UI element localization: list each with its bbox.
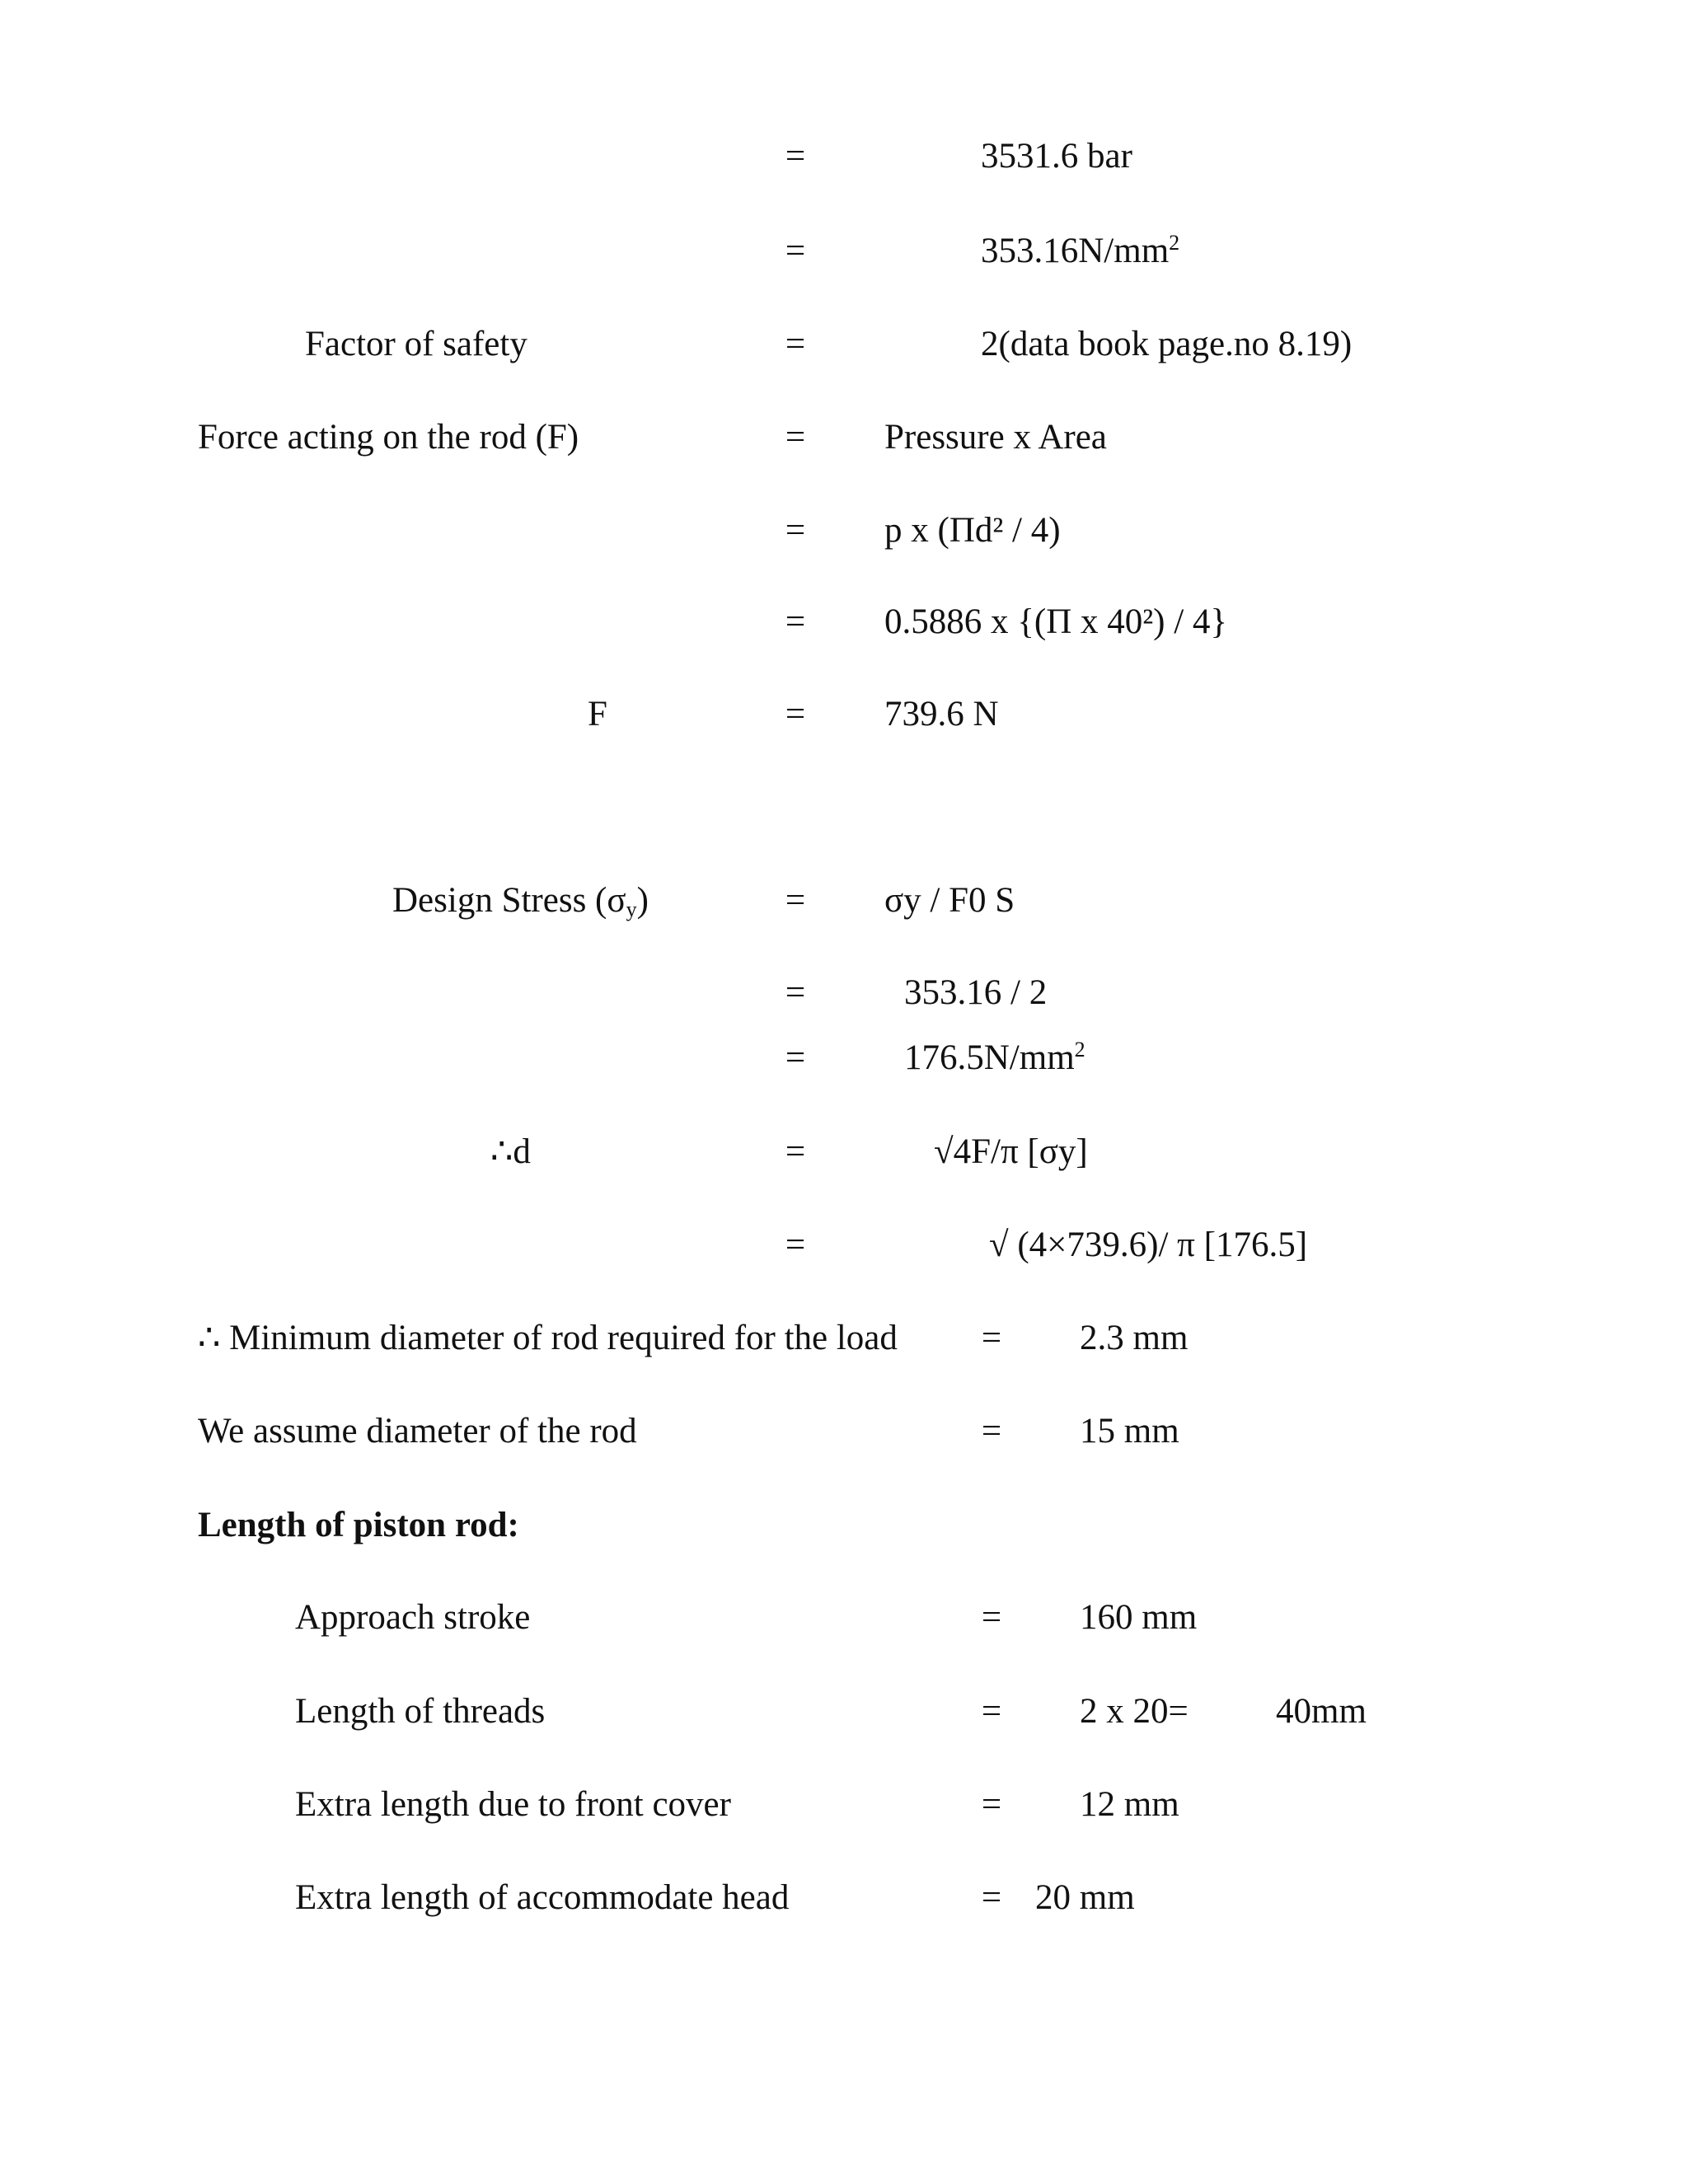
subscript: y <box>626 898 637 921</box>
equals-sign: = <box>785 1038 806 1077</box>
value-text: 2(data book page.no 8.19) <box>981 325 1353 363</box>
equals-sign: = <box>785 695 806 733</box>
value-text: 15 mm <box>1080 1412 1179 1451</box>
value-text: Pressure x Area <box>884 418 1107 457</box>
value-text <box>904 1040 1085 1076</box>
value-text: 353.16 / 2 <box>904 973 1048 1012</box>
equals-sign: = <box>981 1692 1002 1731</box>
label-base: Design Stress (σ <box>392 881 626 920</box>
equals-sign: = <box>785 511 806 550</box>
value-text: 12 mm <box>1080 1785 1179 1824</box>
value-text: √ (4×739.6)/ π [176.5] <box>989 1226 1308 1264</box>
value-base: 353.16N/mm <box>981 232 1170 270</box>
equals-sign: = <box>785 418 806 457</box>
section-heading: Length of piston rod: <box>198 1506 519 1544</box>
value-text <box>981 233 1179 269</box>
equals-sign: = <box>785 325 806 363</box>
equals-sign: = <box>785 137 806 176</box>
equals-sign: = <box>785 1132 806 1171</box>
label-text: F <box>588 695 607 733</box>
value-text: 2 x 20= <box>1080 1692 1189 1731</box>
result-text: 40mm <box>1276 1692 1367 1731</box>
value-text: 160 mm <box>1080 1598 1198 1637</box>
label-text: ∴d <box>490 1132 531 1171</box>
value-base: 176.5N/mm <box>904 1038 1075 1077</box>
equals-sign: = <box>785 1226 806 1264</box>
equals-sign: = <box>981 1785 1002 1824</box>
label-text: Approach stroke <box>295 1598 531 1637</box>
equals-sign: = <box>785 881 806 920</box>
value-text: 20 mm <box>1035 1878 1135 1917</box>
equals-sign: = <box>785 232 806 270</box>
label-end: ) <box>636 881 649 920</box>
label-text: Extra length due to front cover <box>295 1785 731 1824</box>
value-text: p x (Πd² / 4) <box>884 511 1061 550</box>
equals-sign: = <box>785 602 806 641</box>
superscript: 2 <box>1074 1038 1085 1062</box>
label-text: Factor of safety <box>305 325 528 363</box>
label-text: Length of threads <box>295 1692 546 1731</box>
label-text: We assume diameter of the rod <box>198 1412 637 1451</box>
value-text: 3531.6 bar <box>981 137 1132 176</box>
equals-sign: = <box>981 1412 1002 1451</box>
value-text: 739.6 N <box>884 695 999 733</box>
label-text <box>392 881 649 921</box>
value-text: σy / F0 S <box>884 881 1015 920</box>
equals-sign: = <box>981 1319 1002 1357</box>
value-text: 0.5886 x {(Π x 40²) / 4} <box>884 602 1228 641</box>
label-text: ∴ Minimum diameter of rod required for the load <box>198 1319 898 1357</box>
value-text: 2.3 mm <box>1080 1319 1189 1357</box>
label-text: Force acting on the rod (F) <box>198 418 579 457</box>
value-text: √4F/π [σy] <box>934 1132 1088 1171</box>
equals-sign: = <box>981 1598 1002 1637</box>
label-text: Extra length of accommodate head <box>295 1878 790 1917</box>
superscript: 2 <box>1169 231 1180 255</box>
equals-sign: = <box>785 973 806 1012</box>
equals-sign: = <box>981 1878 1002 1917</box>
